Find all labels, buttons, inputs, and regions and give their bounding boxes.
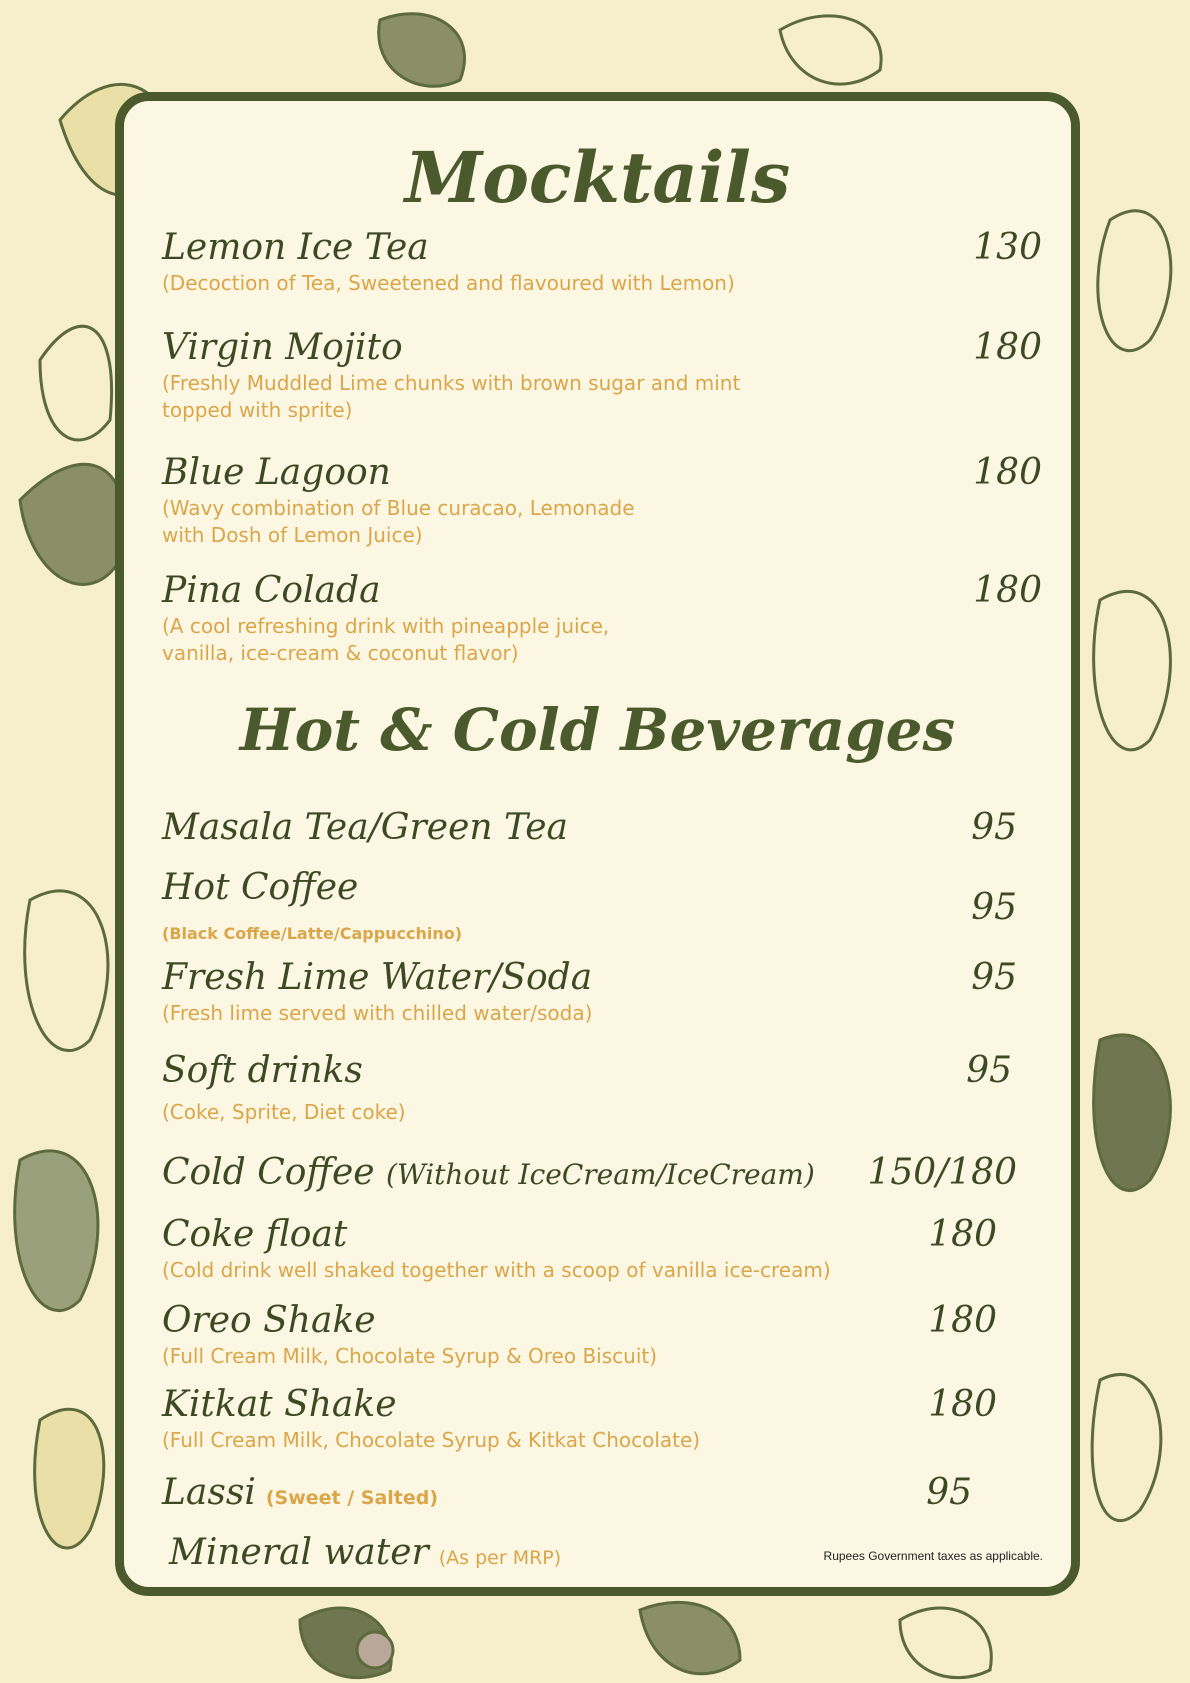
leaf-icon <box>40 326 112 440</box>
item-price: 95 <box>966 1050 1012 1091</box>
item-name-text: Mineral water <box>169 1532 429 1573</box>
leaf-icon <box>900 1608 991 1678</box>
section-title-mocktails: Mocktails <box>404 136 791 219</box>
menu-item <box>162 956 1017 1027</box>
item-description: (Cold drink well shaked together with a scoop of vanilla ice-cream) <box>162 1258 831 1282</box>
item-description: (Full Cream Milk, Chocolate Syrup & Oreo Biscuit) <box>162 1344 658 1368</box>
menu-item <box>162 451 1042 549</box>
item-name-text: Lassi <box>162 1472 256 1513</box>
item-name: Lemon Ice Tea <box>162 227 429 268</box>
item-name: Coke float <box>162 1214 348 1255</box>
item-name-text: Cold Coffee <box>162 1152 375 1193</box>
item-price: 180 <box>928 1384 997 1425</box>
item-name: Blue Lagoon <box>162 452 391 493</box>
leaf-icon <box>25 891 108 1051</box>
menu-item <box>162 1471 972 1520</box>
item-note: (As per MRP) <box>438 1547 562 1569</box>
cherry-icon <box>357 1632 393 1668</box>
menu-item <box>162 1049 1012 1126</box>
menu-item <box>162 226 1042 297</box>
leaf-icon <box>1094 1035 1171 1191</box>
item-description: (Full Cream Milk, Chocolate Syrup & Kitkat Chocolate) <box>162 1428 701 1452</box>
item-price: 150/180 <box>867 1152 1017 1193</box>
item-price: 180 <box>928 1300 997 1341</box>
item-price: 95 <box>971 807 1017 848</box>
item-price: 95 <box>971 887 1017 928</box>
leaf-icon <box>379 14 465 87</box>
section-title-beverages: Hot & Cold Beverages <box>239 696 956 764</box>
item-name: Oreo Shake <box>162 1300 376 1341</box>
leaf-icon <box>1098 211 1171 351</box>
item-price: 95 <box>926 1472 972 1513</box>
leaf-icon <box>780 16 881 84</box>
item-description: (Freshly Muddled Lime chunks with brown sugar and mint topped with sprite) <box>162 371 741 422</box>
item-price: 180 <box>928 1214 997 1255</box>
item-name: Kitkat Shake <box>162 1384 397 1425</box>
item-note: (Without IceCream/IceCream) <box>386 1158 815 1191</box>
item-name <box>162 1471 972 1520</box>
menu-item <box>162 326 1042 424</box>
leaf-icon <box>640 1602 740 1673</box>
item-name: Pina Colada <box>162 570 381 611</box>
leaf-icon <box>1094 591 1171 749</box>
item-name: Masala Tea/Green Tea <box>162 807 568 848</box>
item-description: (Decoction of Tea, Sweetened and flavoured with Lemon) <box>162 271 735 295</box>
menu-item <box>162 569 1042 667</box>
item-name: Fresh Lime Water/Soda <box>162 957 593 998</box>
item-name: Hot Coffee <box>162 867 359 908</box>
item-description: (Wavy combination of Blue curacao, Lemonade with Dosh of Lemon Juice) <box>162 496 635 547</box>
item-price: 180 <box>973 452 1042 493</box>
menu-item <box>162 866 1017 947</box>
menu-item <box>162 1151 1017 1197</box>
item-description: (Coke, Sprite, Diet coke) <box>162 1100 406 1124</box>
tax-footnote: Rupees Government taxes as applicable. <box>823 1549 1043 1563</box>
item-note: (Sweet / Salted) <box>265 1487 439 1509</box>
leaf-icon <box>15 1151 98 1311</box>
item-price: 95 <box>971 957 1017 998</box>
item-price: 130 <box>973 227 1042 268</box>
menu-item <box>162 1213 997 1284</box>
item-description: (Fresh lime served with chilled water/soda) <box>162 1001 593 1025</box>
menu-item <box>162 1299 997 1370</box>
leaf-icon <box>1092 1375 1161 1521</box>
item-description: (A cool refreshing drink with pineapple juice, vanilla, ice-cream & coconut flavor) <box>162 614 610 665</box>
item-description: (Black Coffee/Latte/Cappucchino) <box>162 924 463 943</box>
item-price: 180 <box>973 570 1042 611</box>
item-name: Virgin Mojito <box>162 327 403 368</box>
leaf-icon <box>35 1409 104 1548</box>
menu-card <box>115 92 1080 1596</box>
menu-item <box>162 1383 997 1454</box>
leaf-icon <box>20 464 124 584</box>
item-name: Soft drinks <box>162 1050 363 1091</box>
item-price: 180 <box>973 327 1042 368</box>
menu-item <box>162 806 1017 850</box>
